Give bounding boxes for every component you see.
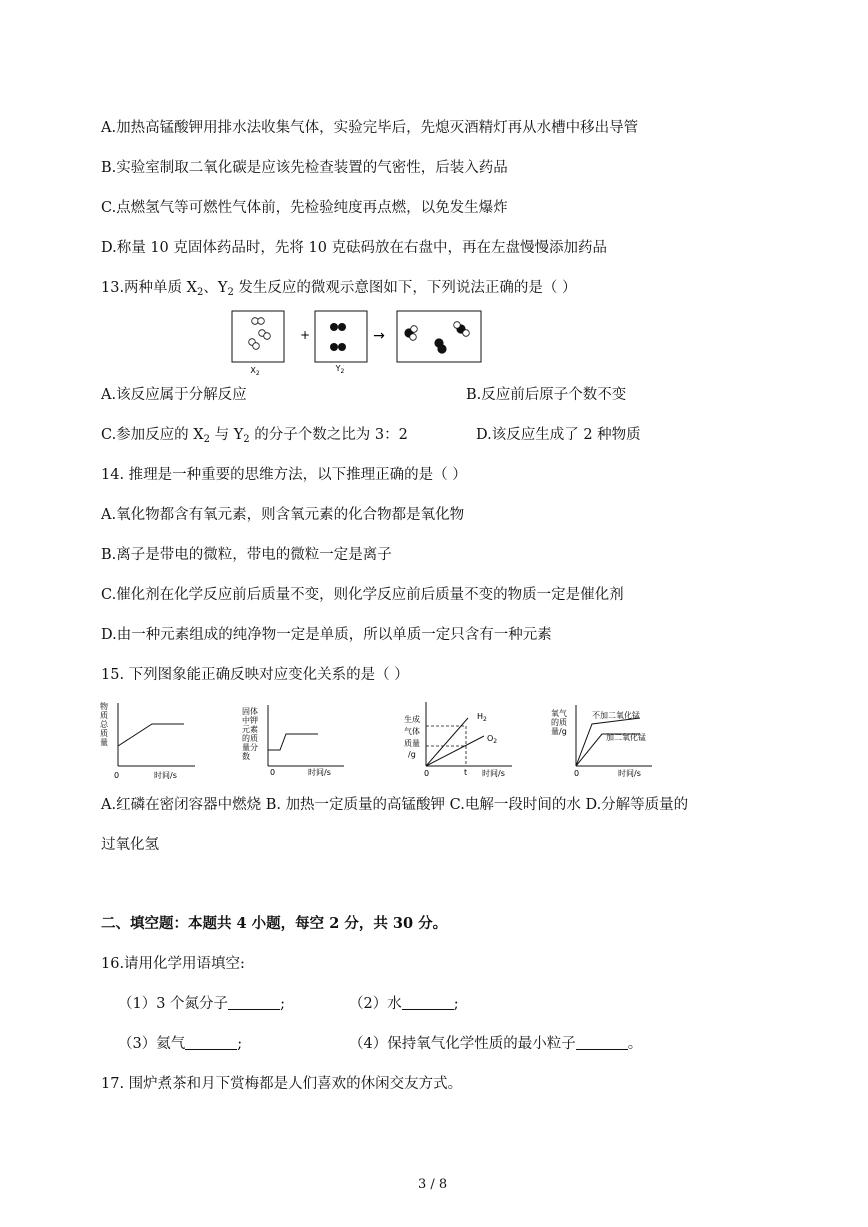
svg-text:气体: 气体: [404, 727, 420, 736]
q16-part-3: （3）氦气 ;: [118, 1036, 243, 1052]
q15-stem: 15. 下列图象能正确反映对应变化关系的是（ ）: [101, 667, 409, 683]
q17-stem: 17. 围炉煮茶和月下赏梅都是人们喜欢的休闲交友方式。: [101, 1076, 463, 1092]
q13-reaction-diagram: [225, 305, 490, 377]
q13-stem: 13.两种单质 $X_2$、$Y_2$ 发生反应的微观示意图如下，下列说法正确的是（ ）: [101, 280, 577, 298]
q14-option-b: B.离子是带电的微粒，带电的微粒一定是离子: [101, 547, 392, 563]
svg-text:质: 质: [100, 711, 108, 720]
q12-option-d: D.称量 10 克固体药品时，先将 10 克砝码放在右盘中，再在左盘慢慢添加药品: [101, 240, 608, 256]
svg-text:量分: 量分: [242, 743, 258, 752]
answer-blank[interactable]: [576, 1035, 628, 1050]
plus-sign: +: [299, 328, 311, 342]
svg-text:0: 0: [424, 769, 430, 778]
q13-option-d: D.该反应生成了 2 种物质: [476, 427, 641, 443]
q14-stem: 14. 推理是一种重要的思维方法，以下推理正确的是（ ）: [101, 467, 467, 483]
svg-text:时间/s: 时间/s: [618, 769, 641, 778]
q13-option-b: B.反应前后原子个数不变: [466, 387, 627, 403]
q15-graph-a: [100, 700, 200, 782]
q15-options-continued: 过氧化氢: [101, 837, 159, 853]
svg-text:/g: /g: [408, 750, 416, 759]
label-x2: $X_2$: [250, 366, 260, 377]
svg-text:H2: $H_2$: [477, 712, 487, 723]
svg-text:时间/s: 时间/s: [482, 769, 505, 778]
svg-text:中钾: 中钾: [242, 716, 258, 725]
page-number: 3 / 8: [418, 1177, 448, 1192]
q14-option-c: C.催化剂在化学反应前后质量不变，则化学反应前后质量不变的物质一定是催化剂: [101, 587, 624, 603]
q13-option-c: C.参加反应的 $X_2$ 与 $Y_2$ 的分子个数之比为 3：2: [101, 427, 408, 445]
svg-text:0: 0: [574, 769, 580, 778]
q16-part-4: （4）保持氧气化学性质的最小粒子 。: [349, 1036, 643, 1052]
q14-option-d: D.由一种元素组成的纯净物一定是单质，所以单质一定只含有一种元素: [101, 627, 552, 643]
svg-text:0: 0: [270, 768, 276, 777]
svg-text:时间/s: 时间/s: [154, 771, 177, 780]
q16-part-2: （2）水 ;: [349, 996, 459, 1012]
svg-text:时间/s: 时间/s: [308, 768, 331, 777]
q16-part-1: （1）3 个氮分子 ;: [118, 996, 285, 1012]
svg-text:生成: 生成: [404, 715, 420, 724]
q12-option-a: A.加热高锰酸钾用排水法收集气体，实验完毕后，先熄灭酒精灯再从水槽中移出导管: [101, 120, 639, 136]
reaction-arrow: →: [373, 328, 385, 344]
svg-text:的质: 的质: [551, 718, 567, 727]
answer-blank[interactable]: [185, 1035, 237, 1050]
answer-blank[interactable]: [228, 995, 280, 1010]
svg-text:数: 数: [242, 752, 250, 761]
svg-text:O2: $O_2$: [487, 734, 498, 745]
svg-text:不加二氧化锰: 不加二氧化锰: [592, 711, 640, 720]
label-y2: $Y_2$: [335, 364, 345, 375]
svg-text:量: 量: [100, 738, 108, 747]
svg-text:元素: 元素: [242, 725, 258, 734]
q13-option-a: A.该反应属于分解反应: [101, 387, 247, 403]
svg-text:固体: 固体: [242, 707, 258, 716]
svg-text:量/g: 量/g: [551, 727, 567, 736]
svg-text:总: 总: [100, 720, 108, 729]
svg-text:加二氧化锰: 加二氧化锰: [606, 733, 646, 742]
svg-text:氧气: 氧气: [551, 709, 567, 718]
q15-graph-c: [398, 700, 518, 782]
svg-text:质量: 质量: [404, 739, 420, 748]
svg-text:的质: 的质: [242, 734, 258, 743]
svg-text:质: 质: [100, 729, 108, 738]
svg-text:0: 0: [114, 771, 120, 780]
q12-option-b: B.实验室制取二氧化碳是应该先检查装置的气密性，后装入药品: [101, 160, 508, 176]
q15-options: A.红磷在密闭容器中燃烧 B. 加热一定质量的高锰酸钾 C.电解一段时间的水 D.分解等质量的: [101, 797, 689, 813]
q14-option-a: A.氧化物都含有氧元素，则含氧元素的化合物都是氧化物: [101, 507, 465, 523]
section-title: 二、填空题：本题共 4 小题，每空 2 分，共 30 分。: [101, 915, 448, 932]
svg-text:t: t: [464, 768, 468, 777]
q12-option-c: C.点燃氢气等可燃性气体前，先检验纯度再点燃，以免发生爆炸: [101, 200, 508, 216]
q16-stem: 16.请用化学用语填空:: [101, 956, 245, 972]
svg-text:物: 物: [100, 702, 108, 711]
answer-blank[interactable]: [402, 995, 454, 1010]
q15-graph-b: [240, 700, 350, 782]
q15-graph-d: [548, 700, 658, 782]
